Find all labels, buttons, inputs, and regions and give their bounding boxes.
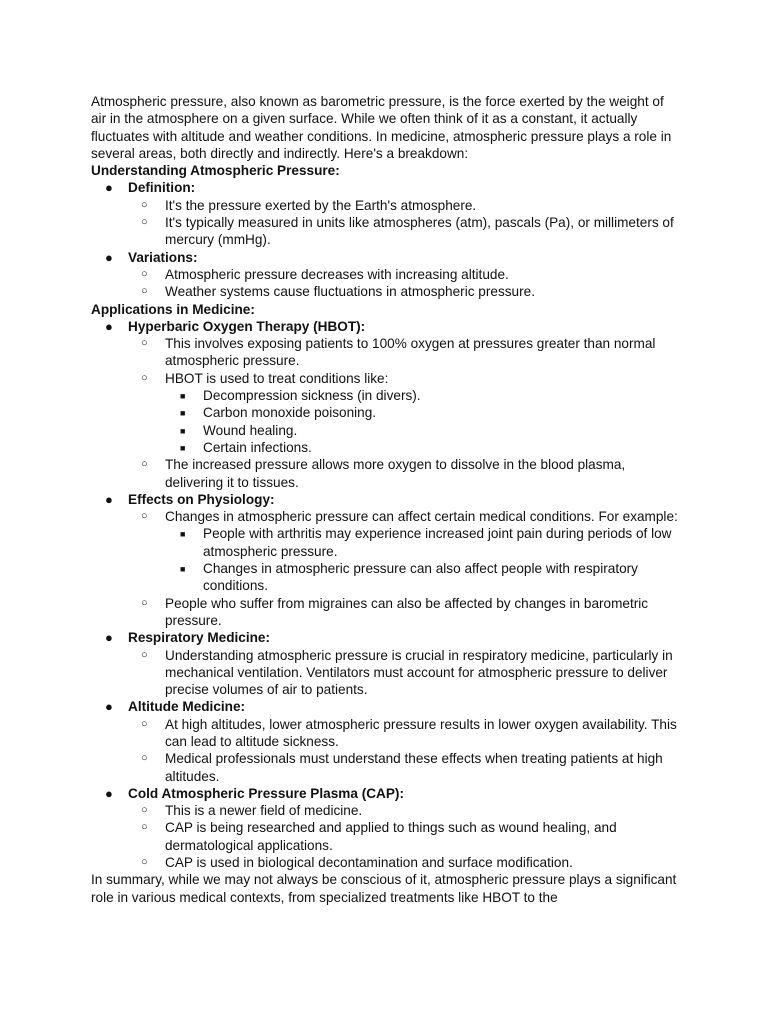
sub-item-text: This is a newer field of medicine. [165, 803, 363, 819]
hollow-circle-bullet-icon: ○ [141, 648, 148, 661]
intro-paragraph: Atmospheric pressure, also known as barometric pressure, is the force exerted by the weight of air in the atmosphere on a given surface. While we often think of it as a constant, it actually fluctuates with altitude and weather conditions. In medicine, atmospheric pressure plays a role in several areas, both directly and indirectly. Here's a breakdown: [91, 94, 672, 161]
nested-item-text: Wound healing. [203, 422, 298, 438]
sub-item-text: People who suffer from migraines can also be affected by changes in barometric pressure. [165, 595, 649, 628]
bullet-list [91, 179, 681, 300]
sub-item-text: Understanding atmospheric pressure is crucial in respiratory medicine, particularly in mechanical ventilation. Ventilators must account for atmospheric pressure to deliver precise volumes of air to patients. [165, 647, 673, 698]
document-sections [91, 162, 681, 871]
section-heading: Applications in Medicine: [91, 301, 255, 317]
nested-list-item [165, 404, 681, 421]
list-item [91, 785, 681, 871]
bullet-list [91, 318, 681, 872]
nested-bullet-list [165, 387, 681, 456]
sub-list-item [128, 750, 681, 785]
section-heading: Understanding Atmospheric Pressure: [91, 163, 340, 179]
sub-list-item [128, 370, 681, 456]
filled-circle-bullet-icon: ● [105, 249, 113, 265]
document-page [91, 93, 681, 906]
item-label: Definition: [128, 180, 196, 196]
hollow-circle-bullet-icon: ○ [141, 267, 148, 280]
hollow-circle-bullet-icon: ○ [141, 804, 148, 817]
hollow-circle-bullet-icon: ○ [141, 337, 148, 350]
nested-list-item [165, 387, 681, 404]
filled-circle-bullet-icon: ● [105, 318, 113, 334]
list-item [91, 491, 681, 629]
sub-list-item [128, 819, 681, 854]
sub-item-text: It's the pressure exerted by the Earth's atmosphere. [165, 197, 477, 213]
item-label: Altitude Medicine: [128, 699, 246, 715]
sub-item-text: It's typically measured in units like atmospheres (atm), pascals (Pa), or millimeters of mercury (mmHg). [165, 215, 674, 248]
item-label: Hyperbaric Oxygen Therapy (HBOT): [128, 318, 366, 334]
sub-bullet-list [128, 197, 681, 249]
square-bullet-icon: ■ [180, 408, 186, 419]
sub-bullet-list [128, 647, 681, 699]
hollow-circle-bullet-icon: ○ [141, 717, 148, 730]
sub-list-item [128, 854, 681, 871]
square-bullet-icon: ■ [180, 442, 186, 453]
sub-item-text: This involves exposing patients to 100% oxygen at pressures greater than normal atmospheric pressure. [165, 336, 656, 369]
sub-list-item [128, 266, 681, 283]
item-label: Effects on Physiology: [128, 491, 275, 507]
sub-item-text: The increased pressure allows more oxygen to dissolve in the blood plasma, delivering it to tissues. [165, 457, 626, 490]
nested-item-text: People with arthritis may experience increased joint pain during periods of low atmospheric pressure. [203, 526, 672, 559]
sub-list-item [128, 595, 681, 630]
summary-paragraph: In summary, while we may not always be conscious of it, atmospheric pressure plays a significant role in various medical contexts, from specialized treatments like HBOT to the [91, 872, 677, 905]
sub-list-item [128, 456, 681, 491]
sub-bullet-list [128, 802, 681, 871]
sub-list-item [128, 802, 681, 819]
hollow-circle-bullet-icon: ○ [141, 285, 148, 298]
list-item [91, 318, 681, 491]
nested-list-item [165, 422, 681, 439]
hollow-circle-bullet-icon: ○ [141, 510, 148, 523]
item-label: Variations: [128, 249, 198, 265]
sub-item-text: CAP is used in biological decontamination and surface modification. [165, 855, 573, 871]
sub-bullet-list [128, 716, 681, 785]
hollow-circle-bullet-icon: ○ [141, 216, 148, 229]
filled-circle-bullet-icon: ● [105, 491, 113, 507]
sub-item-text: CAP is being researched and applied to things such as wound healing, and dermatological applications. [165, 820, 617, 853]
item-label: Cold Atmospheric Pressure Plasma (CAP): [128, 785, 404, 801]
list-item [91, 629, 681, 698]
hollow-circle-bullet-icon: ○ [141, 596, 148, 609]
sub-list-item [128, 335, 681, 370]
nested-list-item [165, 525, 681, 560]
hollow-circle-bullet-icon: ○ [141, 752, 148, 765]
sub-list-item [128, 508, 681, 594]
nested-item-text: Changes in atmospheric pressure can also affect people with respiratory conditions. [203, 561, 638, 594]
filled-circle-bullet-icon: ● [105, 785, 113, 801]
sub-list-item [128, 283, 681, 300]
nested-list-item [165, 439, 681, 456]
hollow-circle-bullet-icon: ○ [141, 458, 148, 471]
nested-item-text: Decompression sickness (in divers). [203, 388, 421, 404]
square-bullet-icon: ■ [180, 529, 186, 540]
sub-item-text: Weather systems cause fluctuations in atmospheric pressure. [165, 284, 535, 300]
sub-list-item [128, 214, 681, 249]
list-item [91, 179, 681, 248]
square-bullet-icon: ■ [180, 391, 186, 402]
nested-list-item [165, 560, 681, 595]
list-item [91, 249, 681, 301]
sub-bullet-list [128, 266, 681, 301]
hollow-circle-bullet-icon: ○ [141, 371, 148, 384]
hollow-circle-bullet-icon: ○ [141, 856, 148, 869]
list-item [91, 698, 681, 784]
hollow-circle-bullet-icon: ○ [141, 821, 148, 834]
sub-list-item [128, 197, 681, 214]
sub-item-text: Medical professionals must understand these effects when treating patients at high altitudes. [165, 751, 663, 784]
nested-bullet-list [165, 525, 681, 594]
sub-item-text: Atmospheric pressure decreases with increasing altitude. [165, 266, 509, 282]
filled-circle-bullet-icon: ● [105, 180, 113, 196]
filled-circle-bullet-icon: ● [105, 699, 113, 715]
sub-list-item [128, 716, 681, 751]
sub-item-text: Changes in atmospheric pressure can affect certain medical conditions. For example: [165, 509, 678, 525]
square-bullet-icon: ■ [180, 425, 186, 436]
sub-bullet-list [128, 335, 681, 491]
sub-item-text: At high altitudes, lower atmospheric pressure results in lower oxygen availability. This can lead to altitude sickness. [165, 716, 677, 749]
sub-bullet-list [128, 508, 681, 629]
nested-item-text: Carbon monoxide poisoning. [203, 405, 377, 421]
sub-list-item [128, 647, 681, 699]
filled-circle-bullet-icon: ● [105, 630, 113, 646]
square-bullet-icon: ■ [180, 564, 186, 575]
item-label: Respiratory Medicine: [128, 630, 271, 646]
sub-item-text: HBOT is used to treat conditions like: [165, 370, 389, 386]
nested-item-text: Certain infections. [203, 439, 312, 455]
hollow-circle-bullet-icon: ○ [141, 198, 148, 211]
